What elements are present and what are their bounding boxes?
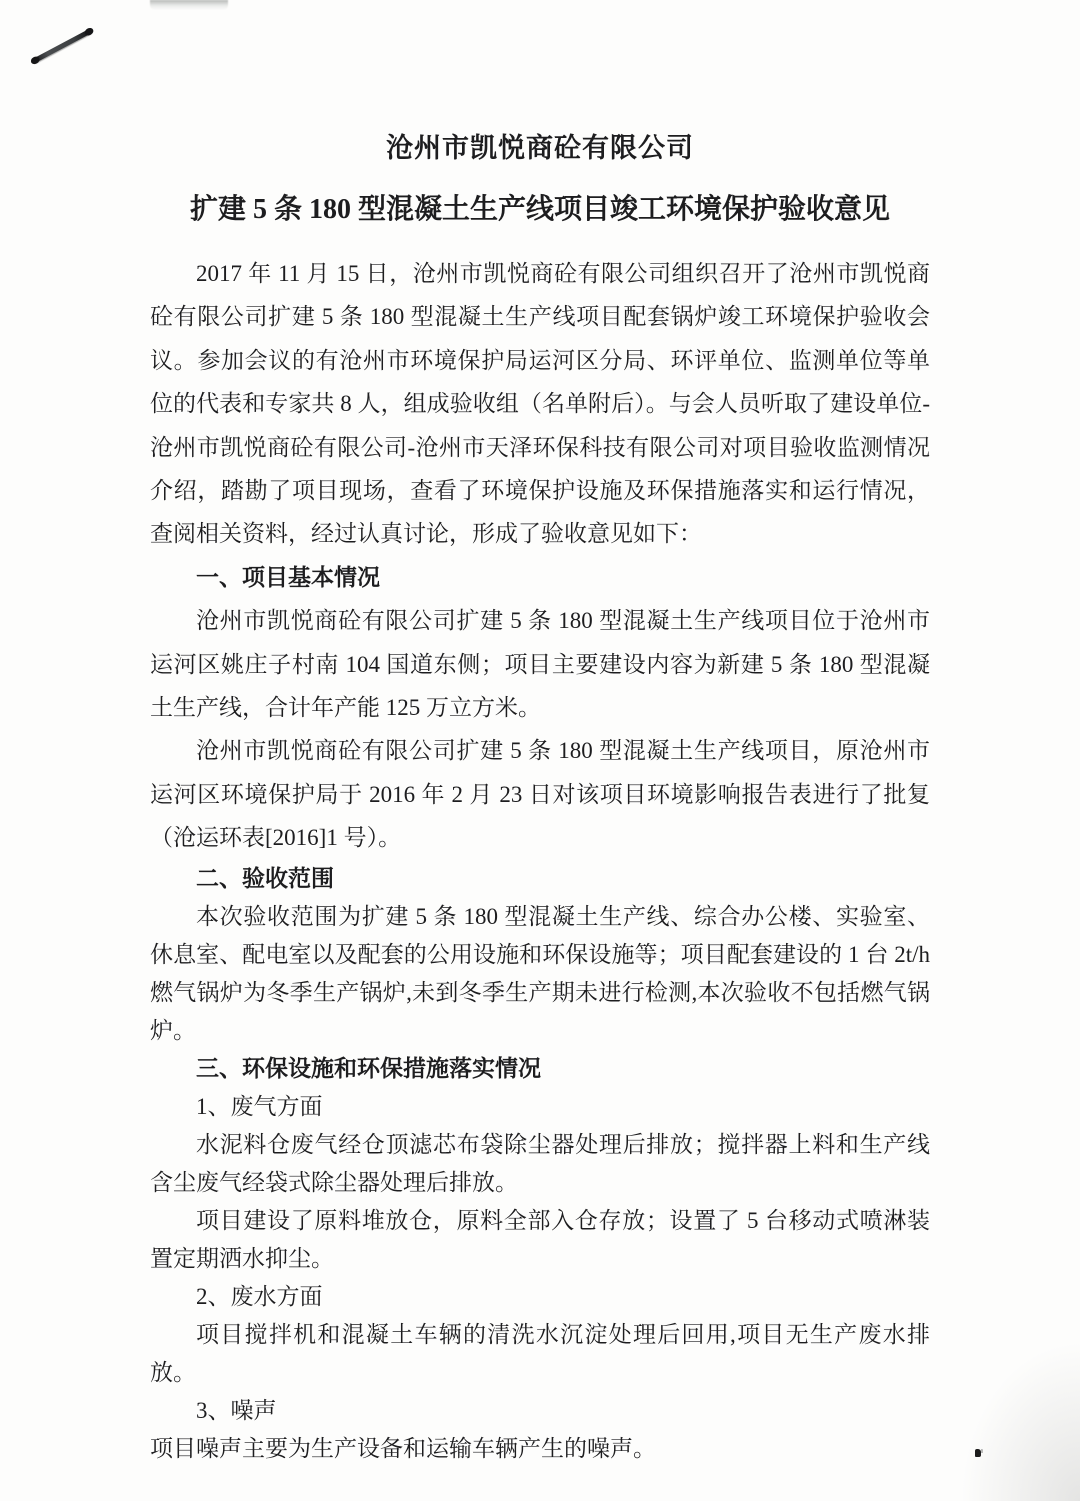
section-2-paragraph: 本次验收范围为扩建 5 条 180 型混凝土生产线、综合办公楼、实验室、休息室、配电室以及配套的公用设施和环保设施等；项目配套建设的 1 台 2t/h 燃气锅炉为冬季生产锅炉,未到冬季生产期未进行检测,本次验收不包括燃气锅炉。 — [150, 903, 930, 1043]
section-1-paragraph-2: 沧州市凯悦商砼有限公司扩建 5 条 180 型混凝土生产线项目，原沧州市运河区环境保护局于 2016 年 2 月 23 日对该项目环境影响报告表进行了批复（沧运环表[2016]1 号）。 — [150, 738, 930, 851]
section-2-heading: 二、验收范围 — [196, 865, 334, 891]
subsection-waste-water-heading: 2、废水方面 — [196, 1283, 323, 1309]
company-name-title: 沧州市凯悦商砼有限公司 — [386, 133, 694, 163]
waste-gas-paragraph-1: 水泥料仓废气经仓顶滤芯布袋除尘器处理后排放；搅拌器上料和生产线含尘废气经袋式除尘器处理后排放。 — [150, 1131, 930, 1195]
section-1-paragraph-1: 沧州市凯悦商砼有限公司扩建 5 条 180 型混凝土生产线项目位于沧州市运河区姚庄子村南 104 国道东侧；项目主要建设内容为新建 5 条 180 型混凝土生产线，合计年产能 125 万立方米。 — [150, 608, 930, 721]
noise-paragraph: 项目噪声主要为生产设备和运输车辆产生的噪声。 — [150, 1435, 656, 1461]
section-1-heading: 一、项目基本情况 — [196, 564, 380, 590]
waste-gas-paragraph-2: 项目建设了原料堆放仓，原料全部入仓存放；设置了 5 台移动式喷淋装置定期洒水抑尘。 — [150, 1207, 930, 1271]
document-body — [150, 0, 930, 1468]
waste-water-paragraph: 项目搅拌机和混凝土车辆的清洗水沉淀处理后回用,项目无生产废水排放。 — [150, 1321, 930, 1385]
section-3-heading: 三、环保设施和环保措施落实情况 — [196, 1055, 541, 1081]
subsection-waste-gas-heading: 1、废气方面 — [196, 1093, 323, 1119]
document-title: 扩建 5 条 180 型混凝土生产线项目竣工环境保护验收意见 — [189, 194, 890, 225]
ink-speck-mark — [975, 1449, 981, 1457]
intro-paragraph: 2017 年 11 月 15 日，沧州市凯悦商砼有限公司组织召开了沧州市凯悦商砼有限公司扩建 5 条 180 型混凝土生产线项目配套锅炉竣工环境保护验收会议。参加会议的有沧州市环境保护局运河区分局、环评单位、监测单位等单位的代表和专家共 8 人，组成验收组（名单附后）。与会人员听取了建设单位-沧州市凯悦商砼有限公司-沧州市天泽环保科技有限公司对项目验收监测情况介绍，踏勘了项目现场，查看了环境保护设施及环保措施落实和运行情况，查阅相关资料，经过认真讨论，形成了验收意见如下： — [150, 261, 930, 547]
pen-stroke-mark — [32, 28, 93, 63]
subsection-noise-heading: 3、噪声 — [196, 1397, 277, 1423]
